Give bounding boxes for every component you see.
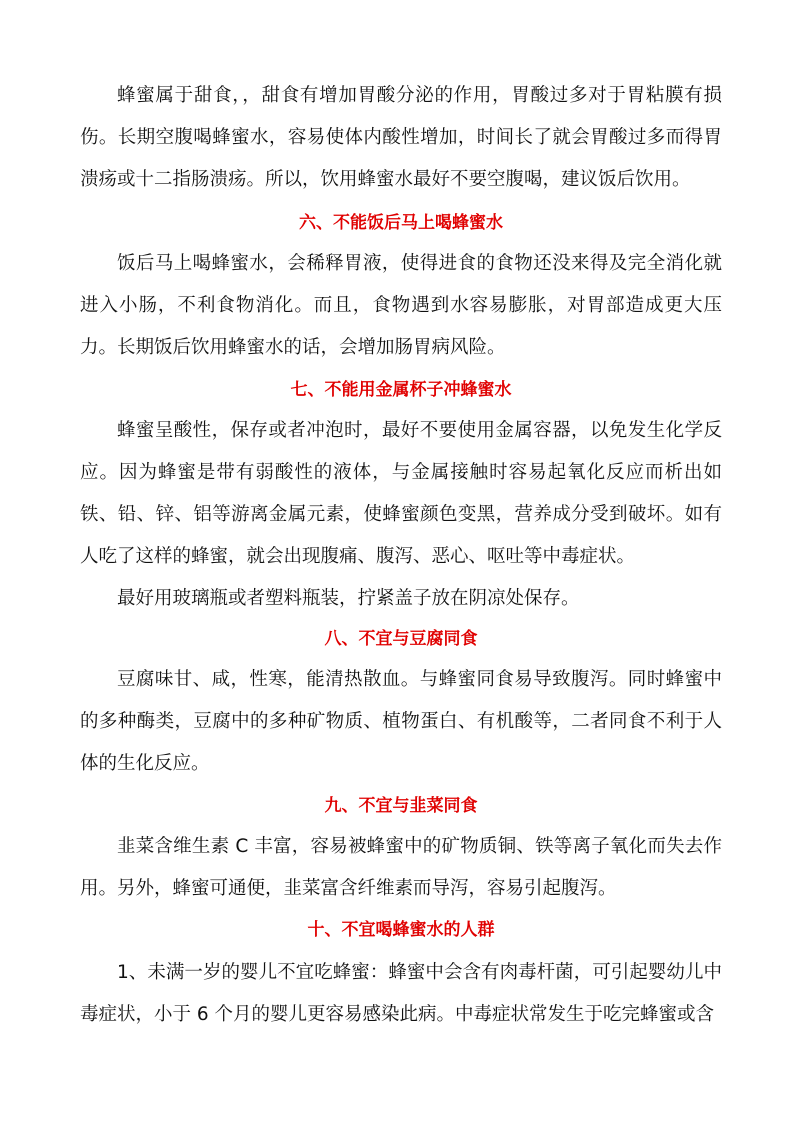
paragraph-infants: 1、未满一岁的婴儿不宜吃蜂蜜：蜂蜜中会含有肉毒杆菌，可引起婴幼儿中毒症状，小于 6 个月的婴儿更容易感染此病。中毒症状常发生于吃完蜂蜜或含 bbox=[80, 962, 722, 1025]
paragraph-chives: 韭菜含维生素 C 丰富，容易被蜂蜜中的矿物质铜、铁等离子氧化而失去作用。另外，蜂蜜可通便，韭菜富含纤维素而导泻，容易引起腹泻。 bbox=[80, 836, 722, 899]
paragraph-metal-cup: 蜂蜜呈酸性，保存或者冲泡时，最好不要使用金属容器，以免发生化学反应。因为蜂蜜是带有弱酸性的液体，与金属接触时容易起氧化反应而析出如铁、铅、锌、铝等游离金属元素，使蜂蜜颜色变黑，营养成分受到破坏。如有人吃了这样的蜂蜜，就会出现腹痛、腹泻、恶心、呕吐等中毒症状。 bbox=[80, 420, 722, 567]
section-heading-7: 七、不能用金属杯子冲蜂蜜水 bbox=[290, 380, 512, 400]
paragraph-tofu: 豆腐味甘、咸，性寒，能清热散血。与蜂蜜同食易导致腹泻。同时蜂蜜中的多种酶类，豆腐中的多种矿物质、植物蛋白、有机酸等，二者同食不利于人体的生化反应。 bbox=[80, 669, 722, 774]
paragraph-storage: 最好用玻璃瓶或者塑料瓶装，拧紧盖子放在阴凉处保存。 bbox=[117, 588, 580, 609]
section-heading-9: 九、不宜与韭菜同食 bbox=[324, 796, 478, 816]
section-heading-10: 十、不宜喝蜂蜜水的人群 bbox=[307, 920, 495, 940]
paragraph-empty-stomach: 蜂蜜属于甜食，，甜食有增加胃酸分泌的作用，胃酸过多对于胃粘膜有损伤。长期空腹喝蜂蜜水，容易使体内酸性增加，时间长了就会胃酸过多而得胃溃疡或十二指肠溃疡。所以，饮用蜂蜜水最好不要空腹喝，建议饭后饮用。 bbox=[80, 85, 722, 190]
section-heading-6: 六、不能饭后马上喝蜂蜜水 bbox=[299, 213, 503, 233]
paragraph-after-meal: 饭后马上喝蜂蜜水，会稀释胃液，使得进食的食物还没来得及完全消化就进入小肠，不利食物消化。而且，食物遇到水容易膨胀，对胃部造成更大压力。长期饭后饮用蜂蜜水的话，会增加肠胃病风险。 bbox=[80, 253, 722, 358]
section-heading-8: 八、不宜与豆腐同食 bbox=[324, 629, 478, 649]
